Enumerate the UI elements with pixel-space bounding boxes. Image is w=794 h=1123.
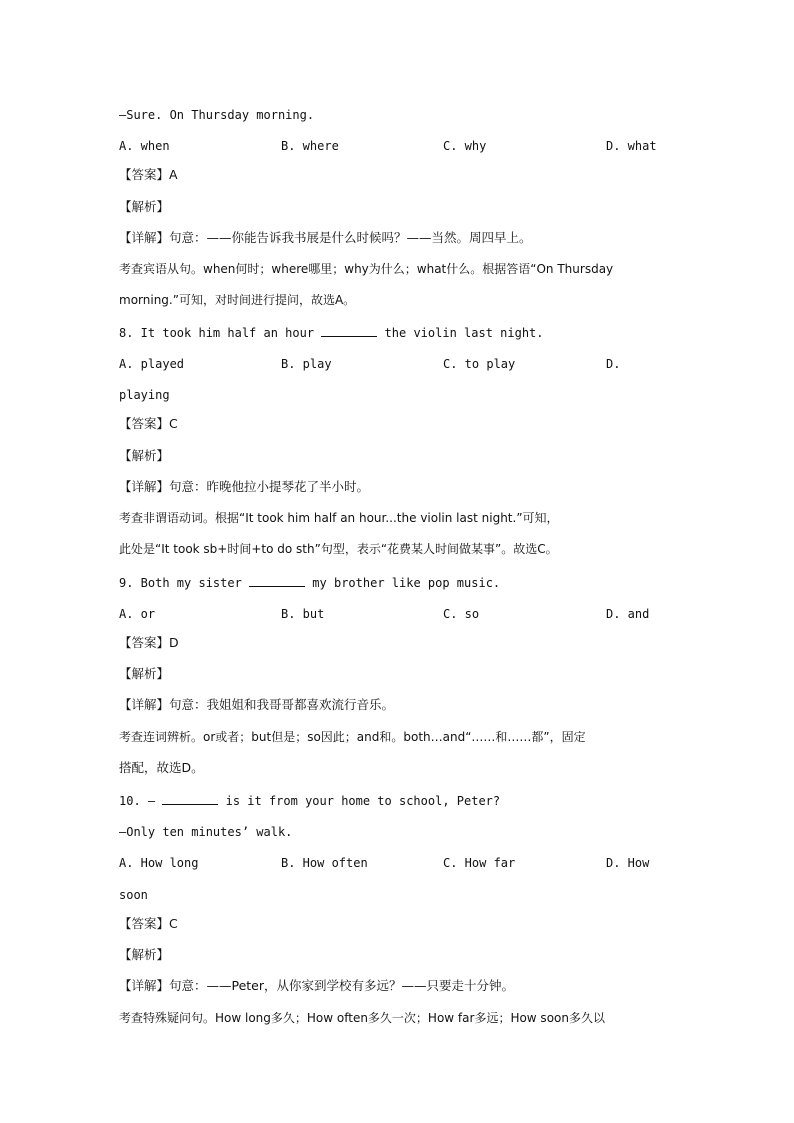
q8-detail-line-3: 此处是“It took sb+时间+to do sth”句型，表示“花费某人时间做某事”。故选C。 — [119, 542, 558, 556]
q10-analysis-label: 【解析】 — [119, 947, 170, 962]
q9-detail-line-1: 【详解】句意：我姐姐和我哥哥都喜欢流行音乐。 — [119, 697, 395, 712]
q8-option-c: C. to play — [443, 357, 516, 371]
q10-blank — [162, 804, 218, 805]
q10-option-c: C. How far — [443, 856, 516, 870]
q8-detail-line-1: 【详解】句意：昨晚他拉小提琴花了半小时。 — [119, 479, 370, 494]
q10-stem-suffix: is it from your home to school, Peter? — [225, 794, 501, 808]
q8-stem-suffix: the violin last night. — [384, 326, 544, 340]
q7-detail-line-2: 考查宾语从句。when何时；where哪里；why为什么；what什么。根据答语“On Thursday — [119, 262, 614, 276]
q9-blank — [249, 586, 305, 587]
q8-option-b: B. play — [281, 357, 332, 371]
q8-detail-line-2: 考查非谓语动词。根据“It took him half an hour...the violin last night.”可知， — [119, 511, 559, 525]
q9-option-c: C. so — [443, 607, 480, 621]
q7-option-a: A. when — [119, 139, 170, 153]
q7-option-d: D. what — [606, 139, 657, 153]
q9-answer: 【答案】D — [119, 635, 179, 650]
q7-option-b: B. where — [281, 139, 339, 153]
q8-option-d: D. — [606, 357, 621, 371]
q7-option-c: C. why — [443, 139, 487, 153]
q10-detail-line-1: 【详解】句意：——Peter，从你家到学校有多远？——只要走十分钟。 — [119, 978, 515, 993]
q10-stem — [119, 792, 679, 810]
q9-detail-line-3: 搭配，故选D。 — [119, 760, 204, 775]
q9-stem-prefix: 9. Both my sister — [119, 576, 242, 590]
q10-stem-prefix: 10. — — [119, 794, 156, 808]
q10-option-d-text: soon — [119, 888, 148, 902]
q7-analysis-label: 【解析】 — [119, 199, 170, 214]
q10-option-d: D. How — [606, 856, 650, 870]
q8-option-a: A. played — [119, 357, 185, 371]
q9-option-a: A. or — [119, 607, 156, 621]
q9-stem-suffix: my brother like pop music. — [312, 576, 501, 590]
q10-answer: 【答案】C — [119, 916, 178, 931]
q8-answer: 【答案】C — [119, 416, 178, 431]
q10-reply: —Only ten minutes’ walk. — [119, 825, 293, 839]
q9-analysis-label: 【解析】 — [119, 666, 170, 681]
q7-reply: —Sure. On Thursday morning. — [119, 108, 315, 122]
q9-detail-line-2: 考查连词辨析。or或者；but但是；so因此；and和。both…and“……和……都”，固定 — [119, 730, 586, 744]
q9-option-d: D. and — [606, 607, 650, 621]
q9-stem — [119, 574, 679, 592]
q8-analysis-label: 【解析】 — [119, 448, 170, 463]
q9-option-b: B. but — [281, 607, 325, 621]
q10-option-a: A. How long — [119, 856, 199, 870]
q8-stem-prefix: 8. It took him half an hour — [119, 326, 315, 340]
q8-stem — [119, 324, 679, 342]
q10-option-b: B. How often — [281, 856, 368, 870]
q7-answer: 【答案】A — [119, 167, 178, 182]
q8-option-d-text: playing — [119, 388, 170, 402]
q7-detail-line-3: morning.”可知，对时间进行提问，故选A。 — [119, 293, 356, 307]
q8-blank — [321, 336, 377, 337]
q7-detail-line-1: 【详解】句意：——你能告诉我书展是什么时候吗？——当然。周四早上。 — [119, 230, 532, 245]
q10-detail-line-2: 考查特殊疑问句。How long多久；How often多久一次；How far多远；How soon多久以 — [119, 1011, 605, 1025]
